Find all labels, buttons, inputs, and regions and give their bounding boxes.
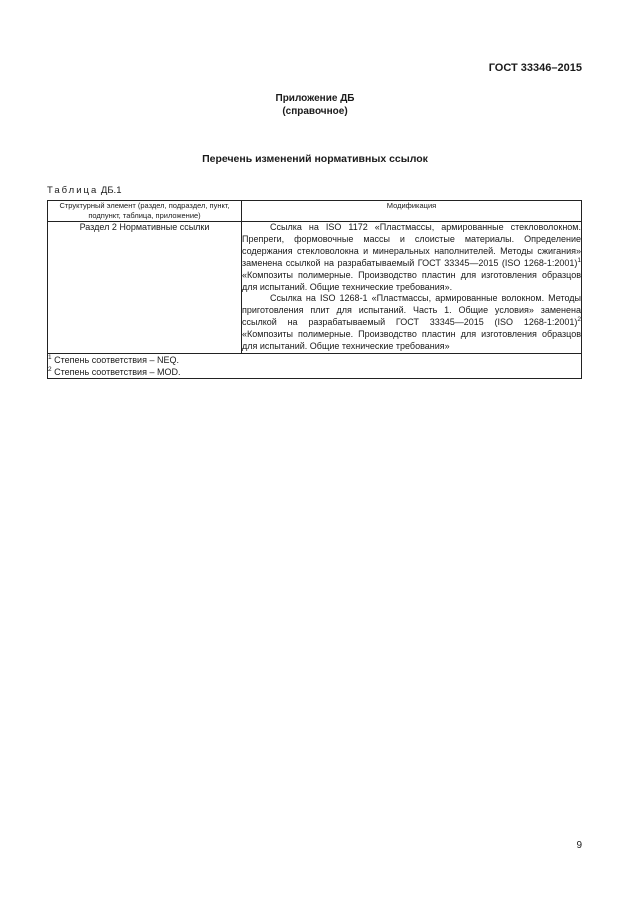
footnote-text: Степень соответствия – MOD.	[54, 366, 181, 377]
modification-cell	[242, 222, 582, 354]
modification-paragraph	[242, 293, 581, 353]
modifications-table	[47, 200, 582, 379]
table-caption	[47, 185, 121, 196]
paragraph-text: «Композиты полимерные. Производство пластин для изготовления образцов для испытаний. Общие технические требования».	[242, 269, 581, 292]
footnotes-cell	[48, 353, 582, 378]
footnote	[48, 366, 581, 378]
footnote-mark: 2	[48, 365, 52, 373]
column-header-element: Структурный элемент (раздел, подраздел, пункт, подпункт, таблица, приложение)	[48, 201, 242, 222]
footnote	[48, 354, 581, 366]
paragraph-text: «Композиты полимерные. Производство пластин для изготовления образцов для испытаний. Общие технические требования»	[242, 329, 581, 352]
structural-element-cell: Раздел 2 Нормативные ссылки	[48, 222, 242, 354]
section-title: Перечень изменений нормативных ссылок	[202, 153, 428, 165]
footnote-mark: 1	[48, 353, 52, 361]
footnote-ref: 1	[577, 256, 581, 264]
table-row	[48, 222, 582, 354]
paragraph-text: Ссылка на ISO 1268-1 «Пластмассы, армированные волокном. Методы приготовления плит для испытаний. Часть 1. Общие условия» заменена ссылкой на разрабатываемый ГОСТ 33345—2015 (ISO 1268-1:2001)	[242, 293, 581, 328]
page-number: 9	[576, 840, 582, 851]
annex-subtitle: (справочное)	[282, 106, 348, 117]
footnote-text: Степень соответствия – NEQ.	[54, 354, 179, 365]
paragraph-text: Ссылка на ISO 1172 «Пластмассы, армированные стекловолокном. Препреги, формовочные массы и слоистые материалы. Определение содержания стекловолокна и минеральных наполнителей. Методы сжигания» заменена ссылкой на разрабатываемый ГОСТ 33345—2015 (ISO 1268-1:2001)	[242, 222, 581, 268]
annex-title: Приложение ДБ	[275, 93, 355, 104]
standard-code: ГОСТ 33346–2015	[488, 62, 582, 74]
table-caption-label: Таблица	[47, 185, 99, 196]
table-header-row	[48, 201, 582, 222]
table-caption-number: ДБ.1	[100, 185, 122, 196]
column-header-modification: Модификация	[242, 201, 582, 222]
footnotes-row	[48, 353, 582, 378]
modification-paragraph	[242, 222, 581, 293]
footnote-ref: 2	[577, 316, 581, 324]
annex-heading	[0, 92, 630, 118]
